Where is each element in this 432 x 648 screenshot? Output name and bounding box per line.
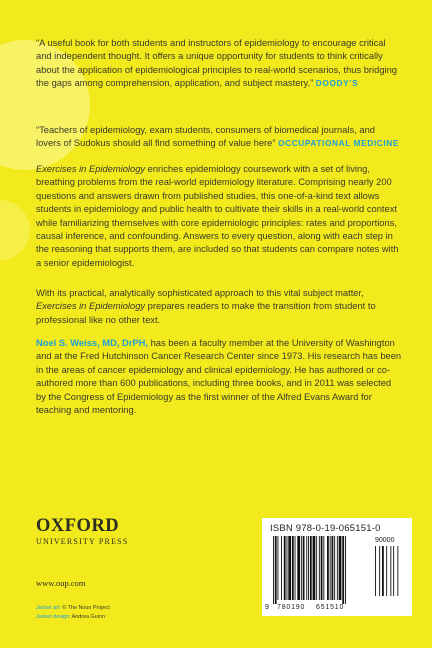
quote-text: “Teachers of epidemiology, exam students, consumers of biomedical journals, and lovers of Sudokus should all find something of value here” [36,125,375,149]
barcode-bar [292,536,294,600]
credit-label: Jacket art: [36,605,61,611]
barcode-bar [278,536,279,600]
barcode-bar [275,536,277,604]
quote-text: “A useful book for both students and instructors of epidemiology to encourage critical and independent thought. It offers a unique opportunity for students to think critically about the application of epidemiological principles to real-world scenarios, thus bridging the gaps among comprehension, application, and subject mastery.” [36,38,397,89]
barcode-bar [303,536,305,600]
author-name: Noel S. Weiss, MD, DrPH, [36,338,148,348]
barcode-bar [339,536,342,600]
barcode-bar [321,536,323,600]
barcode-bar [297,536,300,600]
isbn-barcode [262,518,412,616]
barcode-bar [281,536,282,600]
credit-value: Andrea Guinn [71,614,105,620]
book-title: Exercises in Epidemiology [36,164,146,174]
publisher-name: OXFORD [36,516,120,536]
barcode-bar [397,546,398,596]
book-title: Exercises in Epidemiology [36,301,146,312]
barcode-bar [379,546,380,596]
barcode-bar [334,536,335,600]
barcode-bar [330,536,331,600]
barcode-bar [342,536,344,604]
barcode-bar [382,546,384,596]
description-text: enriches epidemiology coursework with a set of living, breathing problems from the real-world epidemiology literature. Comprising nearly 200 questions and answers drawn from published studies, this one-of-a-kind text allows students in epidemiology and public health to cultivate their skills in a real-world context while familiarizing themselves with core epidemiologic principles: rates and proportions, causal inference, and confounding. Answers to every question, along with each step in the reasoning that supports them, are included so that students can compare notes with a senior epidemiologist. [36,164,399,268]
barcode-bar [310,536,312,600]
quote-source: OCCUPATIONAL MEDICINE [278,138,399,149]
barcode-bar [386,546,387,596]
credit-value: © The Noun Project [62,605,110,611]
barcode-bar [306,536,307,600]
barcode-bar [295,536,296,600]
background-circle-decoration [0,200,30,260]
barcode-bars [262,518,412,616]
barcode-bar [323,536,324,600]
closing-text: prepares readers to make the transition from student to professional like no other text. [36,301,376,325]
quote-source: DOODY’S [315,78,359,89]
barcode-bar [288,536,291,600]
barcode-right-digits: 651510 [316,604,345,611]
barcode-bar [390,546,391,596]
barcode-bar [337,536,338,600]
description-paragraph [36,163,402,270]
bio-text: has been a faculty member at the University of Washington and at the Fred Hutchinson Cancer Research Center since 1973. His research has been in the areas of cancer epidemiology and clinical epidemiology. He has authored or co-authored more than 600 publications, including three books, and in 2011 was selected by the Congress of Epidemiology as the first winner of the Alfred Evans Award for teaching and mentoring. [36,338,402,416]
barcode-bar [301,536,302,600]
publisher-logo [36,517,128,546]
jacket-credits [36,604,110,622]
barcode-bar [375,546,376,596]
isbn-number: ISBN 978-0-19-065151-0 [270,523,381,534]
barcode-bar [313,536,316,600]
jacket-design-credit [36,613,110,622]
barcode-bar [287,536,288,600]
barcode-bar [319,536,320,600]
barcode-lead-digit: 9 [265,604,269,611]
barcode-bar [273,536,274,604]
publisher-subname: UNIVERSITY PRESS [36,537,129,546]
closing-lead: With its practical, analytically sophisticated approach to this vital subject matter, [36,288,364,298]
review-quote-occupational-medicine [36,124,402,151]
publisher-url: www.oup.com [36,578,86,588]
author-bio [36,337,402,417]
barcode-bar [332,536,334,600]
barcode-bar [308,536,309,600]
price-code: 90000 [375,537,395,544]
barcode-left-digits: 780190 [277,604,306,611]
barcode-bar [284,536,286,600]
credit-label: Jacket design: [36,614,71,620]
review-quote-doodys [36,37,402,91]
barcode-bar [393,546,394,596]
barcode-bar [316,536,317,600]
barcode-bar [327,536,329,600]
jacket-art-credit [36,604,110,613]
closing-paragraph [36,287,402,327]
barcode-bar [345,536,346,604]
